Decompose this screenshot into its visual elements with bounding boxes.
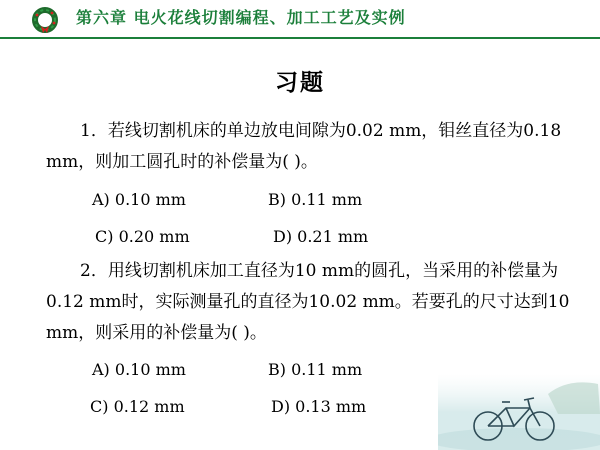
question-2-option-d: D) 0.13 mm [271, 397, 367, 416]
slide-header [0, 0, 600, 40]
question-2-text: 2．用线切割机床加工直径为10 mm的圆孔，当采用的补偿量为0.12 mm时，实际测量孔的直径为10.02 mm。若要孔的尺寸达到10 mm，则采用的补偿量为( )。 [46, 261, 570, 343]
question-2-option-a: A) 0.10 mm [92, 360, 186, 379]
christmas-wreath-icon [31, 6, 59, 34]
question-2-option-c: C) 0.12 mm [90, 397, 185, 416]
slide-heading: 习题 [275, 69, 325, 96]
question-1-option-b: B) 0.11 mm [268, 190, 363, 209]
question-1-text: 1．若线切割机床的单边放电间隙为0.02 mm，钼丝直径为0.18 mm，则加工圆孔时的补偿量为( )。 [46, 121, 562, 172]
question-1-option-d: D) 0.21 mm [273, 227, 369, 246]
question-2-option-b: B) 0.11 mm [268, 360, 363, 379]
chapter-title: 第六章 电火花线切割编程、加工工艺及实例 [76, 8, 406, 27]
bicycle-icon [438, 374, 600, 450]
question-1-option-a: A) 0.10 mm [92, 190, 186, 209]
question-1-option-c: C) 0.20 mm [95, 227, 190, 246]
header-divider [0, 37, 600, 39]
